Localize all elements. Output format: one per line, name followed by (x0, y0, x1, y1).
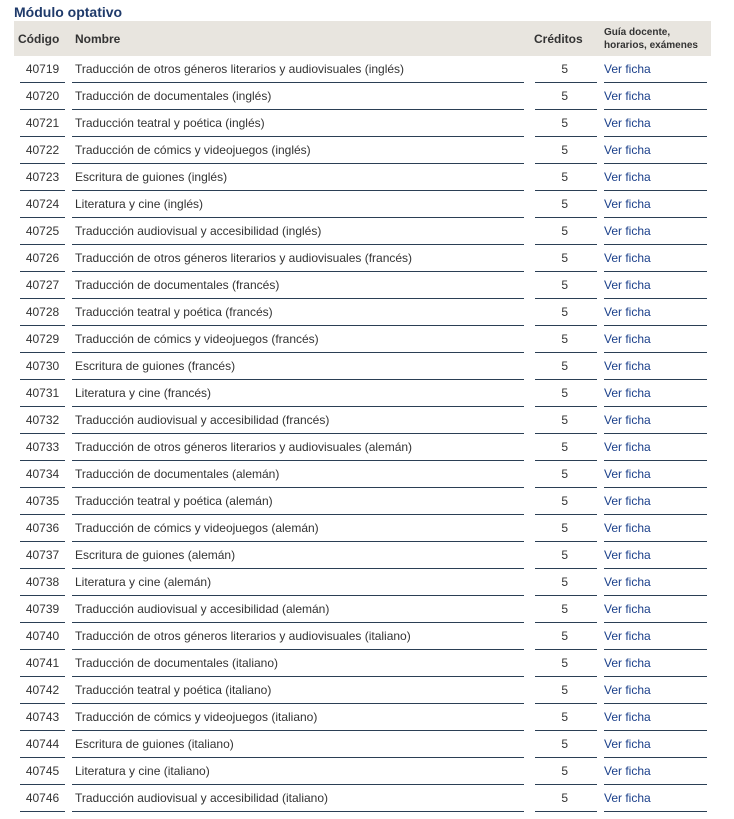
course-name: Traducción de documentales (inglés) (75, 89, 272, 103)
course-name-cell (72, 218, 524, 245)
course-code-cell (20, 461, 65, 488)
course-name: Escritura de guiones (alemán) (75, 548, 236, 562)
course-code: 40737 (25, 548, 60, 562)
course-credits-cell (535, 515, 597, 542)
course-code: 40742 (25, 683, 60, 697)
ver-ficha-link[interactable]: Ver ficha (604, 413, 651, 427)
table-row (0, 596, 734, 623)
table-row (0, 56, 734, 83)
course-link-cell (604, 56, 707, 83)
ver-ficha-link[interactable]: Ver ficha (604, 62, 651, 76)
course-credits: 5 (561, 575, 568, 589)
course-name-cell (72, 56, 524, 83)
course-credits: 5 (561, 359, 568, 373)
table-row (0, 623, 734, 650)
course-name: Traducción teatral y poética (francés) (75, 305, 273, 319)
course-credits: 5 (561, 494, 568, 508)
course-name-cell (72, 326, 524, 353)
course-link-cell (604, 110, 707, 137)
course-name-cell (72, 650, 524, 677)
course-credits-cell (535, 218, 597, 245)
course-code: 40738 (25, 575, 60, 589)
course-credits-cell (535, 380, 597, 407)
course-credits: 5 (561, 683, 568, 697)
course-code-cell (20, 650, 65, 677)
ver-ficha-link[interactable]: Ver ficha (604, 332, 651, 346)
course-name: Traducción teatral y poética (inglés) (75, 116, 265, 130)
table-row (0, 191, 734, 218)
course-credits-cell (535, 623, 597, 650)
course-credits: 5 (561, 440, 568, 454)
table-row (0, 704, 734, 731)
course-credits: 5 (561, 170, 568, 184)
course-code: 40730 (25, 359, 60, 373)
ver-ficha-link[interactable]: Ver ficha (604, 467, 651, 481)
course-code: 40727 (25, 278, 60, 292)
course-name: Traducción teatral y poética (italiano) (75, 683, 272, 697)
table-row (0, 488, 734, 515)
course-code-cell (20, 596, 65, 623)
course-link-cell (604, 515, 707, 542)
course-credits: 5 (561, 89, 568, 103)
table-row (0, 515, 734, 542)
table-row (0, 380, 734, 407)
course-code: 40719 (25, 62, 60, 76)
course-credits-cell (535, 542, 597, 569)
course-name: Traducción de cómics y videojuegos (francés) (75, 332, 319, 346)
course-credits-cell (535, 56, 597, 83)
ver-ficha-link[interactable]: Ver ficha (604, 278, 651, 292)
course-credits: 5 (561, 656, 568, 670)
course-credits: 5 (561, 62, 568, 76)
course-code: 40745 (25, 764, 60, 778)
table-row (0, 650, 734, 677)
course-code-cell (20, 272, 65, 299)
course-name: Literatura y cine (alemán) (75, 575, 212, 589)
header-name: Nombre (75, 32, 121, 46)
course-credits: 5 (561, 791, 568, 805)
course-name: Traducción de otros géneros literarios y audiovisuales (alemán) (75, 440, 413, 454)
course-link-cell (604, 542, 707, 569)
course-link-cell (604, 326, 707, 353)
course-credits-cell (535, 569, 597, 596)
course-link-cell (604, 299, 707, 326)
ver-ficha-link[interactable]: Ver ficha (604, 602, 651, 616)
course-credits-cell (535, 326, 597, 353)
course-name-cell (72, 407, 524, 434)
course-code: 40720 (25, 89, 60, 103)
course-credits-cell (535, 83, 597, 110)
course-name-cell (72, 623, 524, 650)
header-guide-line2: horarios, exámenes (604, 40, 698, 51)
ver-ficha-link[interactable]: Ver ficha (604, 116, 651, 130)
course-name: Traducción de otros géneros literarios y audiovisuales (inglés) (75, 62, 405, 76)
course-name: Literatura y cine (francés) (75, 386, 212, 400)
course-name-cell (72, 461, 524, 488)
course-name-cell (72, 110, 524, 137)
table-row (0, 542, 734, 569)
course-code: 40741 (25, 656, 60, 670)
ver-ficha-link[interactable]: Ver ficha (604, 629, 651, 643)
course-credits: 5 (561, 710, 568, 724)
course-link-cell (604, 461, 707, 488)
course-code: 40724 (25, 197, 60, 211)
ver-ficha-link[interactable]: Ver ficha (604, 521, 651, 535)
course-code: 40733 (25, 440, 60, 454)
ver-ficha-link[interactable]: Ver ficha (604, 440, 651, 454)
course-code-cell (20, 245, 65, 272)
ver-ficha-link[interactable]: Ver ficha (604, 737, 651, 751)
course-credits: 5 (561, 764, 568, 778)
table-row (0, 461, 734, 488)
course-credits: 5 (561, 521, 568, 535)
header-guide (604, 26, 698, 52)
course-credits-cell (535, 164, 597, 191)
course-credits: 5 (561, 602, 568, 616)
table-row (0, 137, 734, 164)
course-name-cell (72, 758, 524, 785)
ver-ficha-link[interactable]: Ver ficha (604, 170, 651, 184)
course-name-cell (72, 731, 524, 758)
ver-ficha-link[interactable]: Ver ficha (604, 197, 651, 211)
ver-ficha-link[interactable]: Ver ficha (604, 656, 651, 670)
course-code-cell (20, 164, 65, 191)
ver-ficha-link[interactable]: Ver ficha (604, 386, 651, 400)
table-row (0, 785, 734, 812)
ver-ficha-link[interactable]: Ver ficha (604, 224, 651, 238)
header-credits: Créditos (534, 32, 583, 46)
course-name: Traducción audiovisual y accesibilidad (inglés) (75, 224, 322, 238)
course-credits: 5 (561, 332, 568, 346)
course-code: 40736 (25, 521, 60, 535)
course-name-cell (72, 137, 524, 164)
course-link-cell (604, 83, 707, 110)
course-link-cell (604, 353, 707, 380)
course-code: 40732 (25, 413, 60, 427)
course-code-cell (20, 299, 65, 326)
course-code: 40722 (25, 143, 60, 157)
course-credits-cell (535, 596, 597, 623)
course-name-cell (72, 569, 524, 596)
table-header (14, 21, 711, 56)
course-name-cell (72, 488, 524, 515)
course-code: 40739 (25, 602, 60, 616)
table-row (0, 110, 734, 137)
course-name: Traducción de otros géneros literarios y audiovisuales (italiano) (75, 629, 411, 643)
course-name-cell (72, 704, 524, 731)
course-name-cell (72, 515, 524, 542)
course-name-cell (72, 272, 524, 299)
course-credits: 5 (561, 737, 568, 751)
course-code-cell (20, 515, 65, 542)
course-code-cell (20, 731, 65, 758)
course-name-cell (72, 596, 524, 623)
course-code-cell (20, 326, 65, 353)
course-code: 40725 (25, 224, 60, 238)
course-code: 40723 (25, 170, 60, 184)
table-row (0, 569, 734, 596)
course-credits: 5 (561, 143, 568, 157)
section-title: Módulo optativo (14, 4, 123, 20)
course-name: Traducción de cómics y videojuegos (alemán) (75, 521, 319, 535)
course-name-cell (72, 785, 524, 812)
course-credits-cell (535, 731, 597, 758)
course-link-cell (604, 434, 707, 461)
course-credits: 5 (561, 467, 568, 481)
course-link-cell (604, 245, 707, 272)
course-code: 40735 (25, 494, 60, 508)
course-code-cell (20, 110, 65, 137)
course-name-cell (72, 299, 524, 326)
table-row (0, 677, 734, 704)
course-code-cell (20, 83, 65, 110)
ver-ficha-link[interactable]: Ver ficha (604, 89, 651, 103)
course-credits-cell (535, 407, 597, 434)
course-code-cell (20, 353, 65, 380)
course-code-cell (20, 218, 65, 245)
course-credits: 5 (561, 251, 568, 265)
header-code: Código (18, 32, 60, 46)
course-code-cell (20, 380, 65, 407)
course-credits-cell (535, 137, 597, 164)
course-credits-cell (535, 299, 597, 326)
table-row (0, 299, 734, 326)
course-credits-cell (535, 245, 597, 272)
table-row (0, 731, 734, 758)
course-code-cell (20, 623, 65, 650)
course-credits-cell (535, 353, 597, 380)
ver-ficha-link[interactable]: Ver ficha (604, 548, 651, 562)
course-credits: 5 (561, 386, 568, 400)
course-link-cell (604, 218, 707, 245)
course-code: 40729 (25, 332, 60, 346)
course-code-cell (20, 488, 65, 515)
course-link-cell (604, 785, 707, 812)
course-code: 40740 (25, 629, 60, 643)
table-row (0, 164, 734, 191)
table-row (0, 353, 734, 380)
course-credits-cell (535, 785, 597, 812)
course-name: Escritura de guiones (inglés) (75, 170, 228, 184)
ver-ficha-link[interactable]: Ver ficha (604, 251, 651, 265)
course-credits-cell (535, 110, 597, 137)
course-name-cell (72, 434, 524, 461)
course-code-cell (20, 677, 65, 704)
course-name-cell (72, 353, 524, 380)
course-code-cell (20, 407, 65, 434)
course-link-cell (604, 623, 707, 650)
course-code: 40721 (25, 116, 60, 130)
course-code: 40746 (25, 791, 60, 805)
table-row (0, 83, 734, 110)
course-name: Traducción teatral y poética (alemán) (75, 494, 273, 508)
course-name: Traducción audiovisual y accesibilidad (francés) (75, 413, 330, 427)
course-name-cell (72, 677, 524, 704)
course-credits-cell (535, 488, 597, 515)
table-row (0, 758, 734, 785)
course-credits: 5 (561, 629, 568, 643)
course-name-cell (72, 164, 524, 191)
course-code-cell (20, 56, 65, 83)
ver-ficha-link[interactable]: Ver ficha (604, 683, 651, 697)
course-credits-cell (535, 704, 597, 731)
course-link-cell (604, 650, 707, 677)
ver-ficha-link[interactable]: Ver ficha (604, 143, 651, 157)
course-credits-cell (535, 677, 597, 704)
table-row (0, 326, 734, 353)
course-credits-cell (535, 461, 597, 488)
course-link-cell (604, 407, 707, 434)
course-name: Traducción audiovisual y accesibilidad (alemán) (75, 602, 330, 616)
course-link-cell (604, 380, 707, 407)
course-credits: 5 (561, 278, 568, 292)
course-credits-cell (535, 758, 597, 785)
course-name: Traducción de cómics y videojuegos (italiano) (75, 710, 318, 724)
ver-ficha-link[interactable]: Ver ficha (604, 791, 651, 805)
course-link-cell (604, 596, 707, 623)
course-name: Escritura de guiones (italiano) (75, 737, 234, 751)
table-row (0, 245, 734, 272)
table-row (0, 218, 734, 245)
ver-ficha-link[interactable]: Ver ficha (604, 359, 651, 373)
table-body (0, 56, 734, 812)
course-code: 40728 (25, 305, 60, 319)
course-name: Traducción de documentales (italiano) (75, 656, 278, 670)
course-name-cell (72, 542, 524, 569)
course-link-cell (604, 704, 707, 731)
ver-ficha-link[interactable]: Ver ficha (604, 764, 651, 778)
course-credits-cell (535, 650, 597, 677)
ver-ficha-link[interactable]: Ver ficha (604, 710, 651, 724)
course-credits: 5 (561, 197, 568, 211)
course-code: 40731 (25, 386, 60, 400)
course-code-cell (20, 137, 65, 164)
header-guide-line1: Guía docente, (604, 27, 671, 38)
course-credits: 5 (561, 116, 568, 130)
course-name: Traducción de documentales (alemán) (75, 467, 280, 481)
ver-ficha-link[interactable]: Ver ficha (604, 305, 651, 319)
course-link-cell (604, 164, 707, 191)
course-code-cell (20, 758, 65, 785)
course-link-cell (604, 488, 707, 515)
course-link-cell (604, 569, 707, 596)
course-link-cell (604, 272, 707, 299)
course-name-cell (72, 83, 524, 110)
course-code-cell (20, 434, 65, 461)
course-name-cell (72, 245, 524, 272)
course-credits: 5 (561, 224, 568, 238)
course-code-cell (20, 569, 65, 596)
course-credits: 5 (561, 413, 568, 427)
course-name-cell (72, 380, 524, 407)
course-code: 40734 (25, 467, 60, 481)
course-code-cell (20, 191, 65, 218)
course-credits-cell (535, 191, 597, 218)
course-code-cell (20, 704, 65, 731)
course-code: 40744 (25, 737, 60, 751)
course-name: Traducción de cómics y videojuegos (inglés) (75, 143, 311, 157)
course-link-cell (604, 191, 707, 218)
course-credits-cell (535, 272, 597, 299)
ver-ficha-link[interactable]: Ver ficha (604, 575, 651, 589)
course-credits: 5 (561, 548, 568, 562)
course-credits: 5 (561, 305, 568, 319)
course-code: 40743 (25, 710, 60, 724)
course-name: Literatura y cine (italiano) (75, 764, 210, 778)
course-code-cell (20, 785, 65, 812)
course-link-cell (604, 137, 707, 164)
course-name: Literatura y cine (inglés) (75, 197, 204, 211)
course-name: Traducción audiovisual y accesibilidad (italiano) (75, 791, 329, 805)
course-code-cell (20, 542, 65, 569)
course-name-cell (72, 191, 524, 218)
course-name: Traducción de otros géneros literarios y audiovisuales (francés) (75, 251, 413, 265)
table-row (0, 407, 734, 434)
course-credits-cell (535, 434, 597, 461)
table-row (0, 434, 734, 461)
table-row (0, 272, 734, 299)
course-code: 40726 (25, 251, 60, 265)
course-link-cell (604, 677, 707, 704)
ver-ficha-link[interactable]: Ver ficha (604, 494, 651, 508)
course-name: Escritura de guiones (francés) (75, 359, 236, 373)
course-link-cell (604, 731, 707, 758)
course-name: Traducción de documentales (francés) (75, 278, 280, 292)
course-link-cell (604, 758, 707, 785)
